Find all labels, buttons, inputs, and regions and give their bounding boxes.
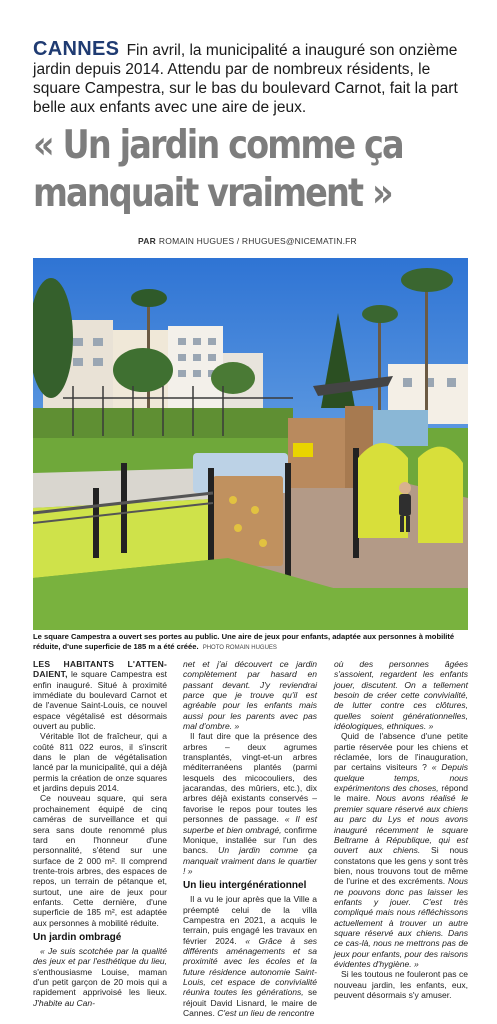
paragraph-text: répond le maire. bbox=[334, 783, 468, 804]
paragraph bbox=[33, 659, 167, 731]
photo-caption bbox=[33, 632, 470, 653]
byline bbox=[138, 236, 357, 246]
quote: Un jardin comme ça manquait vraiment dans le quartier ! » bbox=[183, 845, 317, 876]
lead-paragraph bbox=[33, 40, 463, 117]
quote: « Grâce à ses différents aménagements et sa proximité avec les écoles et la future résidence autonomie Saint-Louis, cet espace de convivialité réunira toutes les générations, bbox=[183, 935, 317, 998]
quote: où des personnes âgées s'assoient, regardent les enfants jouer, discutent. On a tellement besoin de créer cette convivialité, de lutter contre ces clôtures, quelles soient générationnelles, idéologiques, ethniques. » bbox=[334, 659, 468, 732]
paragraph: Ce nouveau square, qui sera prochainement équipé de cinq caméras de surveillance et qui sera sans doute renommé plus tard en l'honneur d'une personnalité, s'étend sur une surface de 2 000 m². Il comprend trente-trois arbres, des espaces de repos, un terrain de pétanque et, surtout, une aire de jeux pour enfants. Cette dernière, d'une superficie de 185 m², est adaptée aux personnes à mobilité réduite. bbox=[33, 793, 167, 928]
quote: Nous avons réalisé le premier square réservé aux chiens au parc du Lys et nous avons inauguré récemment le square Beltrame à République, qui est ouvert aux chiens. bbox=[334, 793, 468, 856]
quote: J'habite au Can- bbox=[33, 997, 95, 1008]
quote: net et j'ai découvert ce jardin complètement par hasard en passant devant. J'y reviendrai parce que je trouve qu'il est agréable pour les enfants mais aussi pour les parents avec pas mal d'ombre. » bbox=[183, 659, 317, 732]
paragraph bbox=[183, 731, 317, 876]
paragraph: Si les toutous ne fouleront pas ce nouveau jardin, les enfants, eux, peuvent désormais s'y amuser. bbox=[334, 969, 468, 1000]
paragraph bbox=[33, 946, 167, 1008]
quote: « Depuis quelque temps, nous expérimentons des choses, bbox=[334, 762, 468, 794]
article-column-1 bbox=[33, 659, 167, 1008]
subheading: Un lieu intergénérationnel bbox=[183, 880, 307, 892]
article-column-2 bbox=[183, 659, 317, 1018]
paragraph-text: confirme Monique, installée sur l'un des bancs. bbox=[183, 824, 317, 856]
headline: « Un jardin comme ça manquait vraiment » bbox=[33, 123, 403, 216]
paragraph-text: Si nous constatons que les gens y sont très bien, nous trouvons tout de même de l'urine et des excréments. bbox=[334, 845, 468, 887]
paragraph bbox=[183, 659, 317, 731]
paragraph-text: Il faut dire que la présence des arbres – deux agrumes transplantés, vingt-et-un arbres méditerranéens plantés (parmi lesquels des micocouliers, des jacarandas, des mûriers, etc.), dix arbres déjà existants conservés – favorise le repos pour toutes les personnes de passage. bbox=[183, 731, 317, 825]
quote: « Je suis scotchée par la qualité des jeux et par l'esthétique du lieu, bbox=[33, 945, 167, 967]
paragraph-text: Quid de l'absence d'une petite partie réservée pour les chiens et réclamée, lors de l'inauguration, par certains visiteurs ? bbox=[334, 731, 468, 773]
paragraph-text: le square Campestra est enfin inauguré. Situé à proximité immédiate du boulevard Carnot et de l'avenue Saint-Louis, ce nouvel espace végétalisé est désormais ouvert au public. bbox=[33, 669, 167, 732]
caption-text: Le square Campestra a ouvert ses portes au public. Une aire de jeux pour enfants, adaptée aux personnes à mobilité réduite, d'une superficie de 185 m a été créée. bbox=[33, 632, 455, 651]
byline-par: PAR bbox=[138, 236, 156, 246]
paragraph bbox=[183, 894, 317, 1018]
article-column-3 bbox=[334, 659, 468, 1000]
photo-credit: PHOTO ROMAIN HUGUES bbox=[202, 645, 277, 651]
paragraph-text: se réjouit David Lisnard, le maire de Cannes. bbox=[183, 987, 317, 1018]
lead-in: LES HABITANTS L'ATTEN-DAIENT, bbox=[33, 659, 167, 680]
subheading: Un jardin ombragé bbox=[33, 931, 122, 943]
quote: Nous ne pouvons donc pas laisser les enfants y jouer. C'est très compliqué mais nous réfléchissons actuellement à trouver un autre square réservé aux chiens. Dans ce cas-là, nous ne mettrons pas de jeux pour enfants, pour des raisons évidentes d'hygiène. » bbox=[334, 876, 468, 969]
paragraph bbox=[334, 659, 468, 731]
paragraph bbox=[334, 731, 468, 969]
quote: « Il est superbe et bien ombragé, bbox=[183, 814, 317, 835]
paragraph-text: Il a vu le jour après que la Ville a préempté celui de la villa Campestra en 2021, a acquis le terrain, puis engagé les travaux en février 2024. bbox=[183, 894, 317, 946]
paragraph-text: s'enthousiasme Louise, maman d'un petit garçon de 20 mois qui a rapidement apprivoisé les lieux. bbox=[33, 966, 167, 998]
article-photo bbox=[33, 258, 468, 630]
playground-illustration bbox=[33, 258, 468, 630]
byline-author: ROMAIN HUGUES / RHUGUES@NICEMATIN.FR bbox=[158, 236, 357, 246]
paragraph: Véritable îlot de fraîcheur, qui a coûté 811 022 euros, il s'inscrit dans le plan de végétalisation lancé par la municipalité, qui a déjà permis la création de onze squares et jardins depuis 2014. bbox=[33, 731, 167, 794]
quote: C'est un lieu de rencontre bbox=[217, 1008, 315, 1018]
city-label: CANNES bbox=[33, 38, 120, 60]
lead-text: Fin avril, la municipalité a inauguré son onzième jardin depuis 2014. Attendu par de nombreux résidents, le square Campestra, sur le bas du boulevard Carnot, fait la part belle aux enfants avec une aire de jeux. bbox=[33, 42, 458, 116]
